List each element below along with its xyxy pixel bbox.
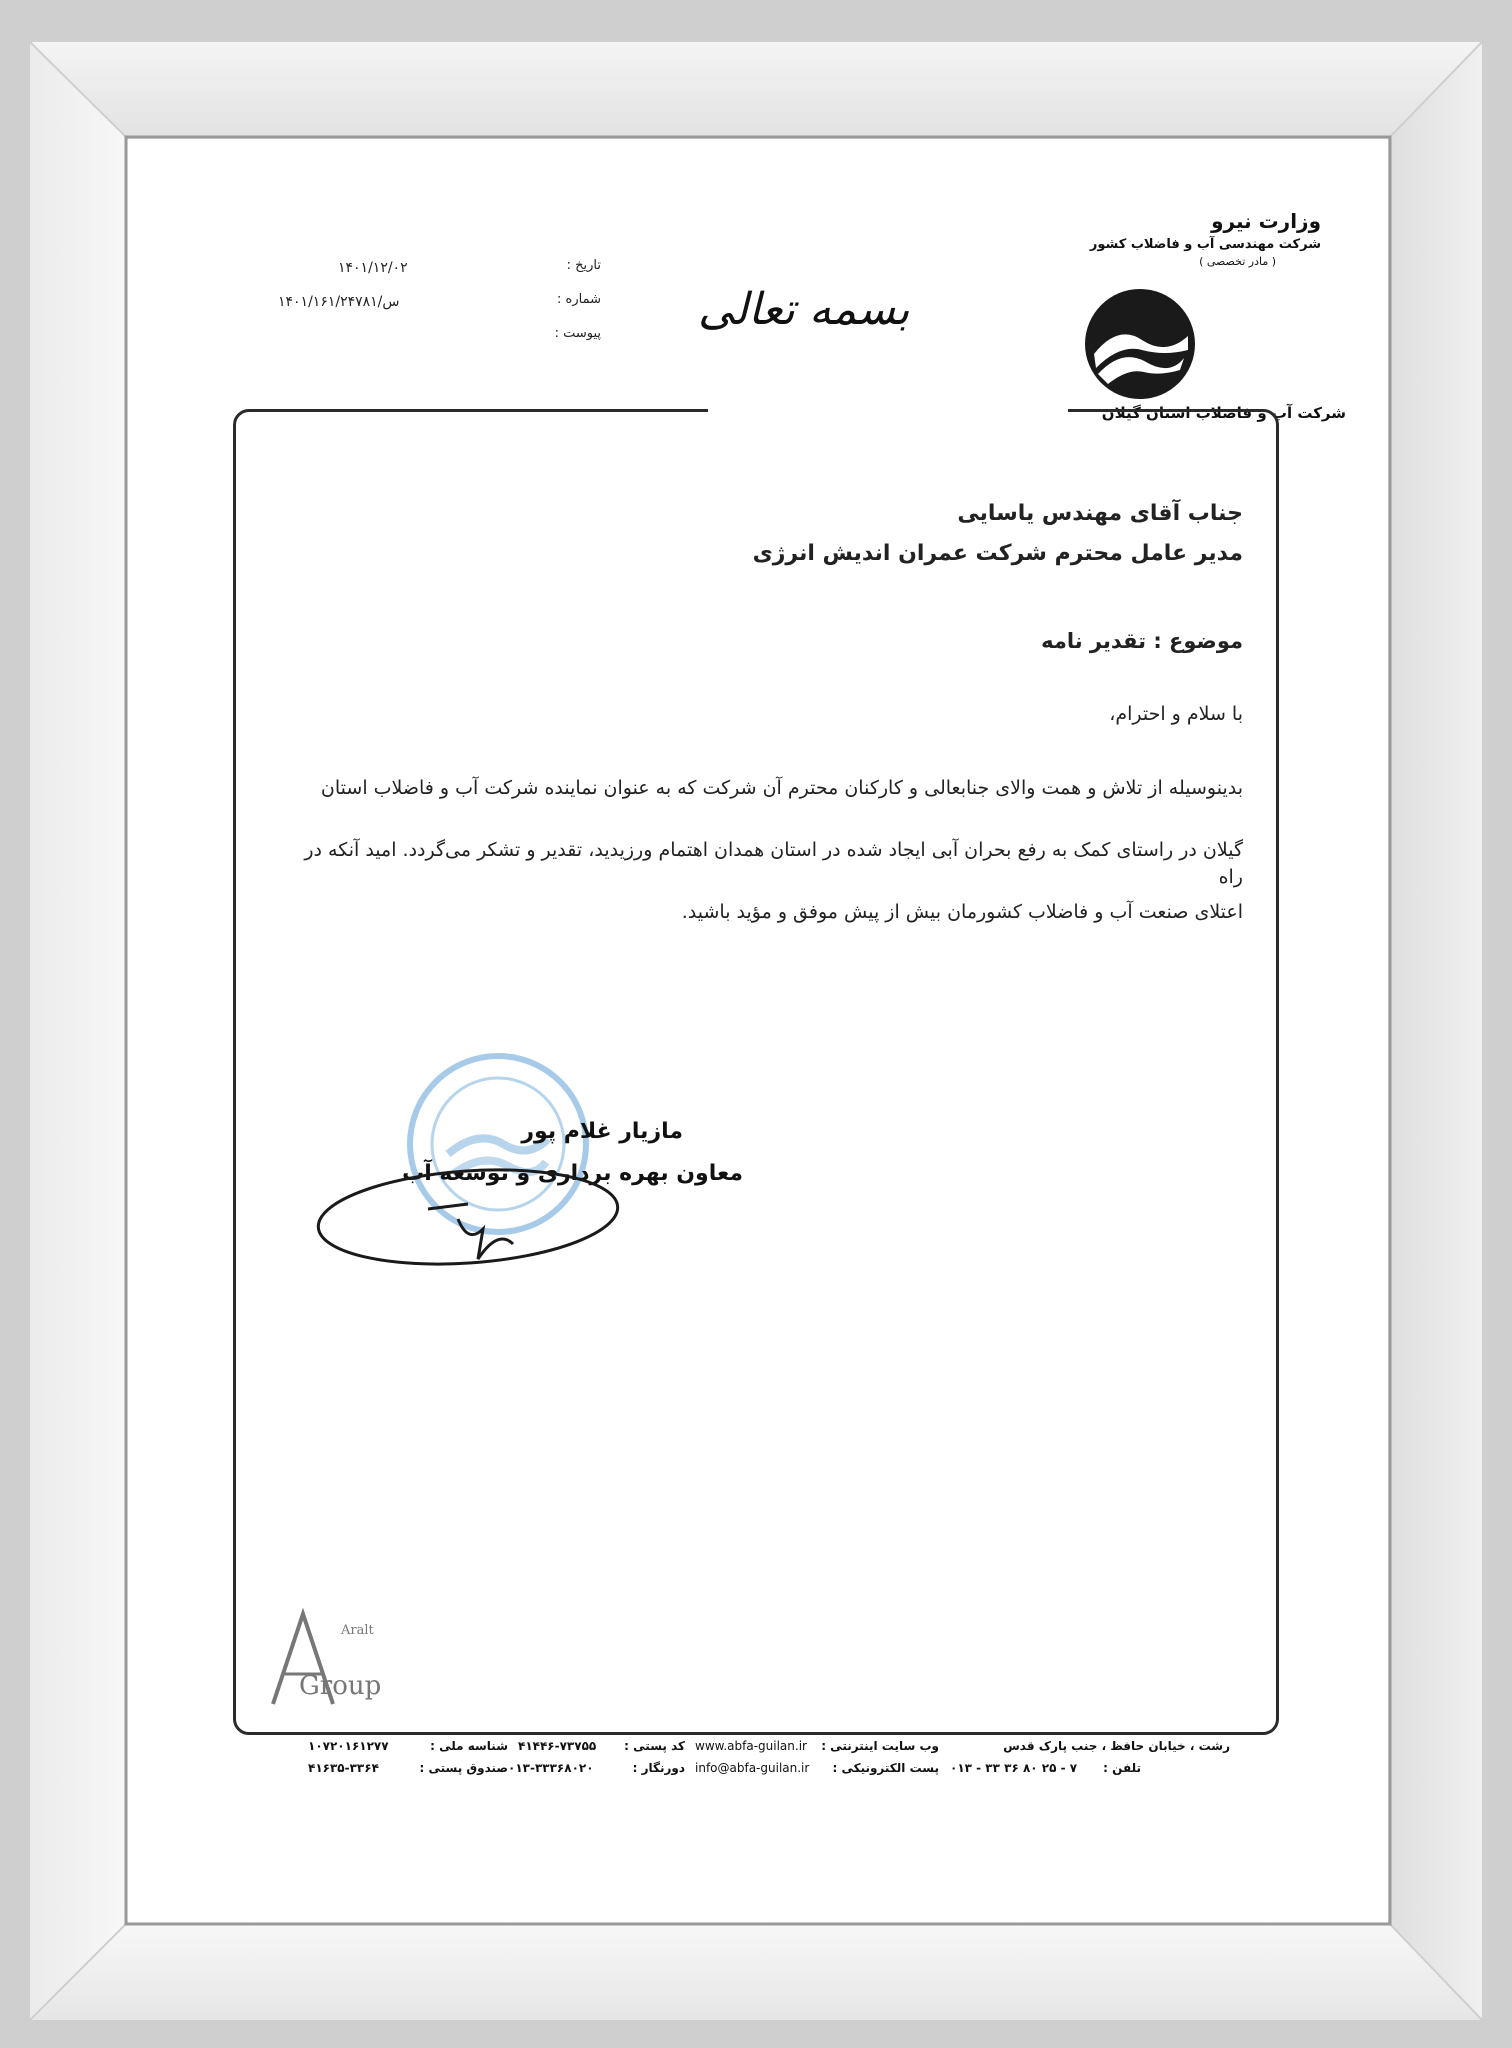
- footer-phone-label: تلفن :: [1103, 1761, 1141, 1775]
- footer-website-value: www.abfa-guilan.ir: [695, 1739, 807, 1753]
- signatory-title: معاون بهره برداری و توسعه آب: [402, 1161, 743, 1186]
- branch-name: شرکت آب و فاضلاب استان گیلان: [1101, 404, 1346, 422]
- letter-body-line3: اعتلای صنعت آب و فاضلاب کشورمان بیش از پیش موفق و مؤید باشید.: [681, 901, 1243, 923]
- handwritten-signature: [308, 1149, 628, 1279]
- footer-email-label: پست الکترونیکی :: [832, 1761, 939, 1775]
- footer-email-value: info@abfa-guilan.ir: [695, 1761, 810, 1775]
- footer-national-id-label: شناسه ملی :: [430, 1739, 508, 1753]
- date-label: تاریخ :: [566, 258, 601, 273]
- watermark-small-text: Aralt: [341, 1623, 374, 1638]
- number-label: شماره :: [557, 292, 601, 307]
- footer-website-label: وب سایت اینترنتی :: [821, 1739, 939, 1753]
- footer-po-box-value: ۴۱۶۳۵-۳۳۶۴: [308, 1761, 379, 1775]
- footer-address: رشت ، خیابان حافظ ، جنب پارک قدس: [1003, 1739, 1230, 1753]
- recipient-title: مدیر عامل محترم شرکت عمران اندیش انرژی: [752, 541, 1243, 566]
- signatory-name: مازیار غلام پور: [521, 1119, 683, 1144]
- number-value: ۱۴۰۱/۱۶۱/۲۴۷۸۱/س: [278, 294, 400, 310]
- letter-paper: [128, 139, 1388, 1922]
- basmala: بسمه تعالی: [698, 284, 910, 335]
- footer-postal-value: ۴۱۴۴۶-۷۳۷۵۵: [518, 1739, 597, 1753]
- watermark-group-text: Group: [299, 1671, 382, 1701]
- company-type: ( مادر تخصصی ): [1199, 255, 1276, 268]
- letter-body-line2: گیلان در راستای کمک به رفع بحران آبی ایجاد شده در استان همدان اهتمام ورزیدید، تقدیر و تشکر می‌گردد. امید آنکه در راه: [304, 839, 1243, 888]
- footer-phone-value: ۰۱۳ - ۳۳ ۳۶ ۸۰ ۲۵ - ۷: [950, 1761, 1078, 1775]
- recipient-name: جناب آقای مهندس یاسایی: [957, 501, 1243, 526]
- letter-body-line1: بدینوسیله از تلاش و همت والای جنابعالی و کارکنان محترم آن شرکت که به عنوان نماینده شرکت آب و فاضلاب استان: [320, 777, 1243, 799]
- footer-po-box-label: صندوق پستی :: [419, 1761, 508, 1775]
- ministry-name: وزارت نیرو: [1211, 209, 1321, 233]
- company-name: شرکت مهندسی آب و فاضلاب کشور: [1089, 237, 1321, 252]
- date-value: ۱۴۰۱/۱۲/۰۲: [338, 260, 408, 276]
- water-company-logo: [1080, 284, 1200, 404]
- attachment-label: پیوست :: [554, 326, 601, 341]
- letter-subject: موضوع : تقدیر نامه: [1041, 629, 1243, 653]
- letter-greeting: با سلام و احترام،: [1109, 703, 1243, 725]
- footer-fax-value: ۰۱۳-۳۳۳۶۸۰۲۰: [508, 1761, 594, 1775]
- letter-border: [233, 409, 1279, 1735]
- group-watermark-logo: [263, 1604, 382, 1714]
- footer-postal-label: کد پستی :: [624, 1739, 685, 1753]
- footer-fax-label: دورنگار :: [632, 1761, 685, 1775]
- footer-national-id-value: ۱۰۷۲۰۱۶۱۲۷۷: [308, 1739, 389, 1753]
